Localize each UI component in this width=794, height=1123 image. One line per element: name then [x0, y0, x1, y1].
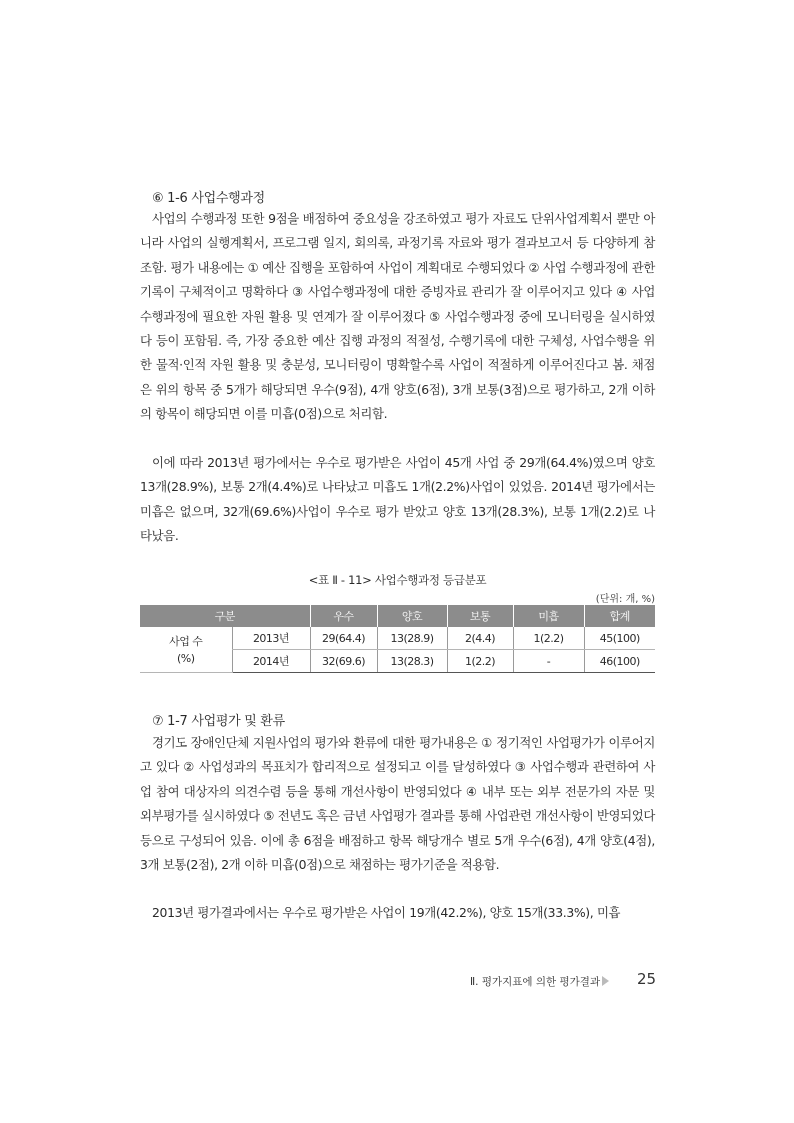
header-average: 보통 [447, 605, 513, 627]
section-7-paragraph-1 [140, 731, 655, 877]
table-cell: 29(64.4) [310, 627, 377, 650]
page-number: 25 [637, 970, 657, 988]
section-6-paragraph-2 [140, 451, 655, 549]
section-6-paragraph-2-text: 이에 따라 2013년 평가에서는 우수로 평가받은 사업이 45개 사업 중 29개(64.4%)였으며 양호 13개(28.9%), 보통 2개(4.4%)로 나타났고 미흡도 1개(2.2%)사업이 있었음. 2014년 평가에서는 미흡은 없으며, 32개(69.6%)사업이 우수로 평가 받았고 양호 13개(28.3%), 보통 1개(2.2)로 나타났음. [140, 455, 655, 544]
table-cell: 2(4.4) [447, 627, 513, 650]
header-category: 구분 [140, 605, 310, 627]
table-cell: 1(2.2) [447, 650, 513, 673]
table-cell: 1(2.2) [513, 627, 584, 650]
section-6-heading: ⑥ 1-6 사업수행과정 [152, 191, 265, 206]
table-cell: - [513, 650, 584, 673]
section-7-paragraph-1-text: 경기도 장애인단체 지원사업의 평가와 환류에 대한 평가내용은 ① 정기적인 사업평가가 이루어지고 있다 ② 사업성과의 목표치가 합리적으로 설정되고 이를 달성하였다 ③ 사업수행과 관련하여 사업 참여 대상자의 의견수렴 등을 통해 개선사항이 반영되었다 ④ 내부 또는 외부 전문가의 자문 및 외부평가를 실시하였다 ⑤ 전년도 혹은 금년 사업평가 결과를 통해 사업관련 개선사항이 반영되었다 등으로 구성되어 있음. 이에 총 6점을 배점하고 항목 해당개수 별로 5개 우수(6점), 4개 양호(4점), 3개 보통(2점), 2개 이하 미흡(0점)으로 채점하는 평가기준을 적용함. [140, 735, 656, 873]
row-label [140, 627, 232, 673]
header-good: 양호 [377, 605, 447, 627]
section-7-heading: ⑦ 1-7 사업평가 및 환류 [152, 714, 285, 729]
header-poor: 미흡 [513, 605, 584, 627]
table-header-row [140, 605, 655, 627]
grade-distribution-table [140, 605, 655, 673]
table-cell: 32(69.6) [310, 650, 377, 673]
table-cell: 13(28.3) [377, 650, 447, 673]
section-7-paragraph-2-text: 2013년 평가결과에서는 우수로 평가받은 사업이 19개(42.2%), 양호 15개(33.3%), 미흡 [152, 905, 621, 920]
table-cell: 45(100) [584, 627, 655, 650]
table-cell: 46(100) [584, 650, 655, 673]
section-6-paragraph-1-text: 사업의 수행과정 또한 9점을 배점하여 중요성을 강조하였고 평가 자료도 단위사업계획서 뿐만 아니라 사업의 실행계획서, 프로그램 일지, 회의록, 과정기록 자료와 평가 결과보고서 등 다양하게 참조함. 평가 내용에는 ① 예산 집행을 포함하여 사업이 계획대로 수행되었다 ② 사업 수행과정에 관한 기록이 구체적이고 명확하다 ③ 사업수행과정에 대한 증빙자료 관리가 잘 이루어지고 있다 ④ 사업수행과정에 필요한 자원 활용 및 연계가 잘 이루어졌다 ⑤ 사업수행과정 중에 모니터링을 실시하였다 등이 포함됨. 즉, 가장 중요한 예산 집행 과정의 적절성, 수행기록에 대한 구체성, 사업수행을 위한 물적·인적 자원 활용 및 충분성, 모니터링이 명확할수록 사업이 적절하게 이루어진다고 봄. 채점은 위의 항목 중 5개가 해당되면 우수(9점), 4개 양호(6점), 3개 보통(3점)으로 평가하고, 2개 이하의 항목이 해당되면 이를 미흡(0점)으로 처리함. [140, 211, 655, 422]
row-label-line2: (%) [176, 651, 195, 665]
table-row [140, 627, 655, 650]
row-label-line1: 사업 수 [169, 634, 203, 648]
header-excellent: 우수 [310, 605, 377, 627]
row-year: 2013년 [232, 627, 310, 650]
table-unit: (단위: 개, %) [595, 594, 655, 605]
footer-chapter-text: Ⅱ. 평가지표에 의한 평가결과 [470, 976, 601, 988]
table-cell: 13(28.9) [377, 627, 447, 650]
table-caption: <표 Ⅱ - 11> 사업수행과정 등급분포 [308, 573, 487, 587]
row-year: 2014년 [232, 650, 310, 673]
header-total: 합계 [584, 605, 655, 627]
chevron-right-icon [602, 976, 609, 986]
footer-chapter [470, 974, 613, 989]
section-7-paragraph-2 [140, 901, 655, 925]
section-6-paragraph-1 [140, 207, 655, 427]
